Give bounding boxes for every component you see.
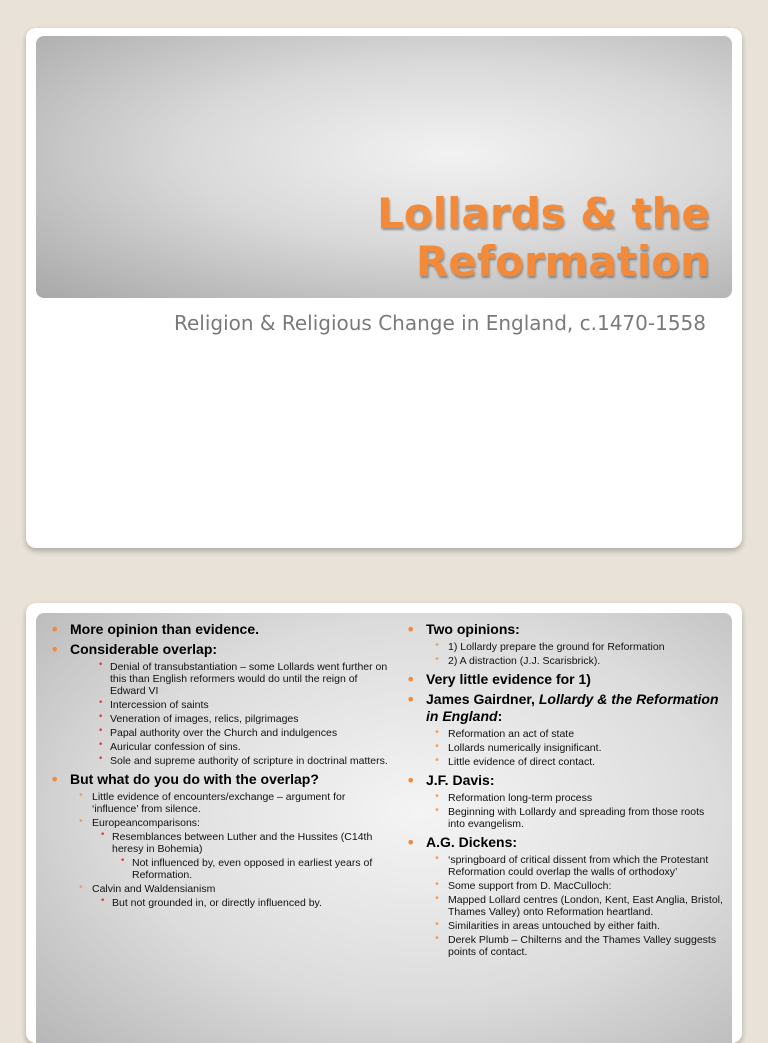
gairdner-colon: :	[497, 708, 503, 724]
list-item: • Sole and supreme authority of scripture in doctrinal matters.	[90, 755, 388, 767]
list-item: • Veneration of images, relics, pilgrimages	[90, 713, 388, 725]
list-item: • Derek Plumb – Chilterns and the Thames Valley suggests points of contact.	[426, 934, 724, 958]
slide-subtitle: Religion & Religious Change in England, c.1470-1558	[173, 311, 706, 335]
bullet-little-evidence: • Very little evidence for 1)	[404, 671, 724, 688]
title-slide	[26, 28, 742, 548]
list-item: • 1) Lollardy prepare the ground for Reformation	[426, 641, 724, 653]
list-item: • Intercession of saints	[90, 699, 388, 711]
list-item: • Reformation long-term process	[426, 792, 724, 804]
right-column	[404, 621, 724, 962]
bullet-overlap: • Considerable overlap: • Denial of transubstantiation – some Lollards went further on this than English reformers would do until the reign of Edward VI • Intercession of saints • Veneration of images, relics, pilgrimages • Papal authority over the Church and indulgences • Auricular confession of sins. • Sole and supreme authority of scripture in doctrinal matters.	[48, 641, 388, 767]
list-item: • Auricular confession of sins.	[90, 741, 388, 753]
bullet-two-opinions: • Two opinions: • 1) Lollardy prepare the ground for Reformation • 2) A distraction (J.J. Scarisbrick).	[404, 621, 724, 667]
list-item: • Calvin and Waldensianism • But not grounded in, or directly influenced by.	[70, 883, 388, 909]
list-item: • Papal authority over the Church and indulgences	[90, 727, 388, 739]
list-item: • Some support from D. MacCulloch:	[426, 880, 724, 892]
bullet-what-overlap: • But what do you do with the overlap? • Little evidence of encounters/exchange – argument for ‘influence’ from silence. • Europeancomparisons: • Resemblances between Luther and the Hussites (C14th heresy in Bohemia) • Not influenced by, even opposed in earliest years of Reformation. • Calvin and Waldensianism • But not grounded in, or directly influenced by.	[48, 771, 388, 909]
gairdner-book-title: Lollardy & the Reformation in England	[426, 691, 719, 724]
bullet-dickens: • A.G. Dickens: • ‘springboard of critical dissent from which the Protestant Reformation could overlap the walls of orthodoxy’ • Some support from D. MacCulloch: • Mapped Lollard centres (London, Kent, East Anglia, Bristol, Thames Valley) onto Reformation heartland. • Similarities in areas untouched by either faith. • Derek Plumb – Chilterns and the Thames Valley suggests points of contact.	[404, 834, 724, 958]
content-slide	[26, 603, 742, 1043]
list-item: • Little evidence of encounters/exchange – argument for ‘influence’ from silence.	[70, 791, 388, 815]
left-column	[48, 621, 388, 913]
list-item: • Europeancomparisons: • Resemblances between Luther and the Hussites (C14th heresy in Bohemia) • Not influenced by, even opposed in earliest years of Reformation.	[70, 817, 388, 881]
list-item: • Reformation an act of state	[426, 728, 724, 740]
list-item: • Lollards numerically insignificant.	[426, 742, 724, 754]
title-line-1: Lollards & the	[377, 189, 710, 238]
list-item: • Denial of transubstantiation – some Lollards went further on this than English reformers would do until the reign of Edward VI	[90, 661, 388, 697]
slide-title	[377, 190, 710, 286]
list-item: • Mapped Lollard centres (London, Kent, East Anglia, Bristol, Thames Valley) onto Reformation heartland.	[426, 894, 724, 918]
list-item: • Not influenced by, even opposed in earliest years of Reformation.	[112, 857, 388, 881]
list-item: • 2) A distraction (J.J. Scarisbrick).	[426, 655, 724, 667]
list-item: • ‘springboard of critical dissent from which the Protestant Reformation could overlap the walls of orthodoxy’	[426, 854, 724, 878]
bullet-gairdner	[404, 691, 724, 768]
list-item: • But not grounded in, or directly influenced by.	[92, 897, 388, 909]
gairdner-name: James Gairdner,	[426, 691, 539, 707]
list-item: • Resemblances between Luther and the Hussites (C14th heresy in Bohemia) • Not influenced by, even opposed in earliest years of Reformation.	[92, 831, 388, 881]
title-line-2: Reformation	[416, 237, 710, 286]
bullet-opinion: • More opinion than evidence.	[48, 621, 388, 638]
list-item: • Similarities in areas untouched by either faith.	[426, 920, 724, 932]
list-item: • Beginning with Lollardy and spreading from those roots into evangelism.	[426, 806, 724, 830]
list-item: • Little evidence of direct contact.	[426, 756, 724, 768]
bullet-davis: • J.F. Davis: • Reformation long-term process • Beginning with Lollardy and spreading from those roots into evangelism.	[404, 772, 724, 830]
